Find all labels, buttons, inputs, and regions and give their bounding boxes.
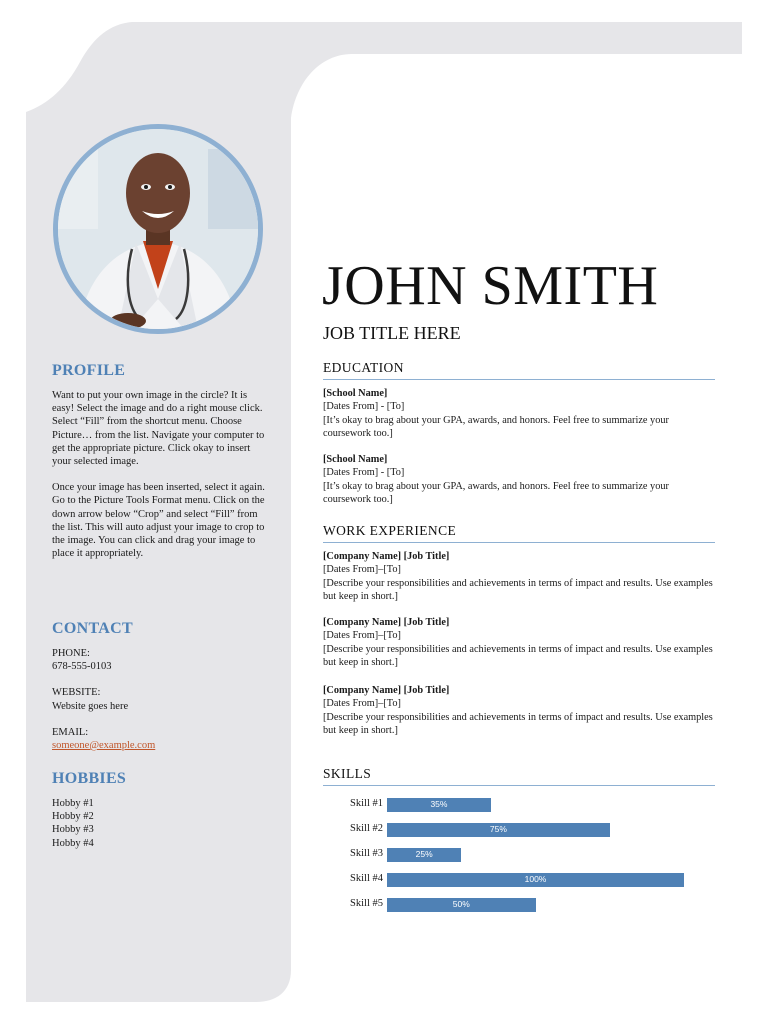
doctor-portrait-illustration: [58, 129, 258, 329]
skill-label: Skill #3: [350, 848, 383, 859]
education-description: [It’s okay to brag about your GPA, awards, and honors. Feel free to summarize your coursework too.]: [323, 414, 669, 440]
profile-photo[interactable]: [53, 124, 263, 334]
contact-heading: CONTACT: [52, 620, 133, 637]
website-value: Website goes here: [52, 700, 129, 712]
hobby-item: Hobby #2: [52, 811, 94, 823]
skill-percent: 100%: [524, 874, 547, 884]
skill-row: [323, 897, 715, 913]
hobby-item: Hobby #4: [52, 837, 94, 849]
skill-percent: 35%: [430, 799, 448, 809]
work-dates: [Dates From]–[To]: [323, 630, 401, 642]
phone-label: PHONE:: [52, 648, 90, 659]
company-title: [Company Name] [Job Title]: [323, 617, 450, 628]
work-entry: [323, 616, 715, 670]
candidate-name: JOHN SMITH: [322, 255, 659, 317]
skill-percent: 75%: [489, 824, 507, 834]
education-entry: [323, 387, 715, 441]
company-title: [Company Name] [Job Title]: [323, 685, 450, 696]
skill-label: Skill #2: [350, 823, 383, 834]
education-entry: [323, 453, 715, 507]
skill-row: [323, 872, 715, 888]
skill-percent: 25%: [415, 849, 433, 859]
skill-bar: [387, 798, 491, 812]
hobbies-list: [52, 797, 267, 850]
education-heading: EDUCATION: [323, 360, 715, 380]
email-link[interactable]: someone@example.com: [52, 740, 156, 752]
email-label: EMAIL:: [52, 726, 89, 738]
work-description: [Describe your responsibilities and achievements in terms of impact and results. Use examples but keep in short.]: [323, 577, 713, 603]
work-dates: [Dates From]–[To]: [323, 698, 401, 710]
education-dates: [Dates From] - [To]: [323, 467, 405, 479]
work-description: [Describe your responsibilities and achievements in terms of impact and results. Use examples but keep in short.]: [323, 643, 713, 669]
skill-label: Skill #4: [350, 873, 383, 884]
work-description: [Describe your responsibilities and achievements in terms of impact and results. Use examples but keep in short.]: [323, 711, 713, 737]
profile-heading: PROFILE: [52, 362, 126, 379]
skill-row: [323, 797, 715, 813]
education-description: [It’s okay to brag about your GPA, awards, and honors. Feel free to summarize your coursework too.]: [323, 480, 669, 506]
skill-row: [323, 847, 715, 863]
skill-row: [323, 822, 715, 838]
phone-value: 678-555-0103: [52, 661, 112, 673]
skill-label: Skill #5: [350, 898, 383, 909]
work-heading: WORK EXPERIENCE: [323, 523, 715, 543]
profile-paragraph: Once your image has been inserted, select it again. Go to the Picture Tools Format menu. Click on the down arrow below “Crop” and select “Fill” from the list. This will auto adjust your image to crop to the image. You can click and drag your image to place it appropriately.: [52, 482, 265, 560]
skill-bar: [387, 873, 684, 887]
school-name: [School Name]: [323, 388, 388, 399]
hobbies-heading: HOBBIES: [52, 770, 127, 787]
skills-heading: SKILLS: [323, 766, 715, 786]
skill-bar: [387, 848, 461, 862]
skill-label: Skill #1: [350, 798, 383, 809]
contact-block: [52, 647, 267, 765]
company-title: [Company Name] [Job Title]: [323, 551, 450, 562]
profile-text: [52, 389, 267, 573]
skill-percent: 50%: [452, 899, 470, 909]
hobby-item: Hobby #1: [52, 798, 94, 809]
education-dates: [Dates From] - [To]: [323, 401, 405, 413]
profile-paragraph: Want to put your own image in the circle? It is easy! Select the image and do a right mouse click. Select “Fill” from the shortcut menu. Choose Picture… from the list. Navigate your computer to get the appropriate picture. Click okay to insert your selected image.: [52, 390, 265, 468]
skill-bar: [387, 898, 536, 912]
skill-bar: [387, 823, 610, 837]
school-name: [School Name]: [323, 454, 388, 465]
job-title: JOB TITLE HERE: [323, 323, 461, 343]
hobby-item: Hobby #3: [52, 824, 94, 836]
website-label: WEBSITE:: [52, 687, 101, 699]
work-dates: [Dates From]–[To]: [323, 564, 401, 576]
work-entry: [323, 550, 715, 604]
work-entry: [323, 684, 715, 738]
